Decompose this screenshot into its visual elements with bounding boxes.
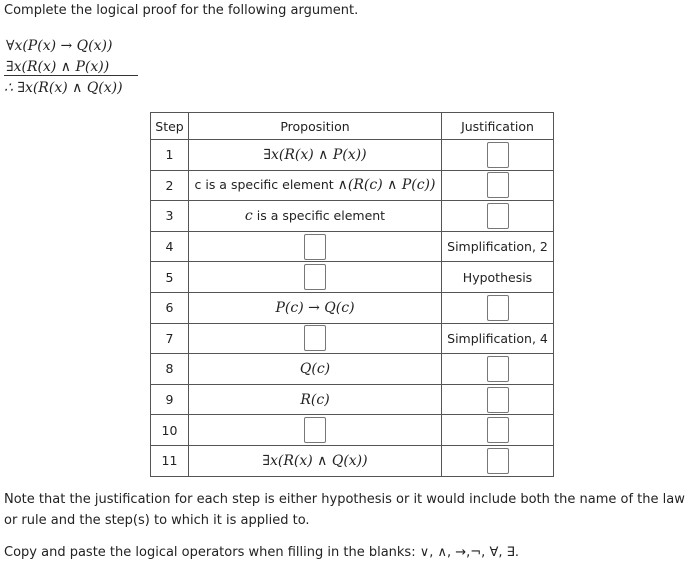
table-row	[151, 323, 554, 354]
table-row	[151, 201, 554, 232]
proposition-cell	[189, 201, 442, 232]
proposition-cell	[189, 231, 442, 262]
justification-blank[interactable]	[487, 295, 509, 321]
step-number: 4	[151, 231, 189, 262]
justification-cell	[442, 415, 554, 446]
instructions-text: Complete the logical proof for the following argument.	[4, 3, 359, 18]
table-row	[151, 231, 554, 262]
table-row	[151, 292, 554, 323]
proposition-math: ∧(R(c) ∧ P(c))	[337, 177, 436, 194]
proposition-text: is a specific element	[252, 207, 386, 223]
conclusion: ∴ ∃x(R(x) ∧ Q(x))	[4, 80, 123, 96]
justification-cell	[442, 354, 554, 385]
proposition-text: Q(c)	[299, 360, 331, 377]
proof-table	[150, 112, 554, 477]
justification-cell	[442, 445, 554, 476]
justification-header: Justification	[442, 113, 554, 140]
justification-cell	[442, 201, 554, 232]
premises	[6, 36, 112, 78]
proposition-blank[interactable]	[304, 264, 326, 290]
justification-cell: Simplification, 2	[442, 231, 554, 262]
step-number: 3	[151, 201, 189, 232]
justification-note: Note that the justification for each step is either hypothesis or it would include both the name of the law or rule and the step(s) to which it is applied to.	[4, 492, 685, 528]
step-number: 11	[151, 445, 189, 476]
step-number: 7	[151, 323, 189, 354]
step-number: 9	[151, 384, 189, 415]
proposition-cell	[189, 354, 442, 385]
proposition-cell	[189, 170, 442, 201]
justification-blank[interactable]	[487, 142, 509, 168]
operators-hint: Copy and paste the logical operators when filling in the blanks: ∨, ∧, →,¬, ∀, ∃.	[4, 545, 519, 560]
proposition-blank[interactable]	[304, 234, 326, 260]
table-row	[151, 354, 554, 385]
step-number: 1	[151, 140, 189, 171]
proposition-blank[interactable]	[304, 417, 326, 443]
step-number: 2	[151, 170, 189, 201]
argument-divider	[4, 75, 138, 76]
justification-cell: Simplification, 4	[442, 323, 554, 354]
table-row	[151, 445, 554, 476]
justification-blank[interactable]	[487, 172, 509, 198]
proposition-cell	[189, 415, 442, 446]
justification-blank[interactable]	[487, 387, 509, 413]
proposition-cell	[189, 262, 442, 293]
proposition-text: ∃x(R(x) ∧ Q(x))	[262, 452, 368, 469]
justification-cell: Hypothesis	[442, 262, 554, 293]
justification-cell	[442, 292, 554, 323]
table-row	[151, 384, 554, 415]
proposition-blank[interactable]	[304, 325, 326, 351]
proposition-header: Proposition	[189, 113, 442, 140]
proposition-text: c is a specific element	[194, 177, 338, 193]
step-header: Step	[151, 113, 189, 140]
table-row	[151, 170, 554, 201]
justification-blank[interactable]	[487, 417, 509, 443]
justification-cell	[442, 140, 554, 171]
proposition-cell	[189, 445, 442, 476]
proposition-text: R(c)	[300, 391, 330, 408]
justification-cell	[442, 170, 554, 201]
premise-1: ∀x(P(x) → Q(x))	[6, 38, 113, 54]
table-row	[151, 140, 554, 171]
proposition-text: P(c) → Q(c)	[275, 299, 355, 316]
table-header-row	[151, 113, 554, 140]
justification-blank[interactable]	[487, 448, 509, 474]
proposition-cell	[189, 384, 442, 415]
table-row	[151, 415, 554, 446]
proposition-cell	[189, 323, 442, 354]
proposition-cell	[189, 140, 442, 171]
step-number: 8	[151, 354, 189, 385]
proposition-cell	[189, 292, 442, 323]
step-number: 6	[151, 292, 189, 323]
table-row	[151, 262, 554, 293]
justification-blank[interactable]	[487, 356, 509, 382]
justification-cell	[442, 384, 554, 415]
proposition-text: ∃x(R(x) ∧ P(x))	[263, 146, 367, 163]
step-number: 10	[151, 415, 189, 446]
premise-2: ∃x(R(x) ∧ P(x))	[6, 59, 110, 75]
proposition-math: c	[244, 207, 253, 224]
step-number: 5	[151, 262, 189, 293]
justification-blank[interactable]	[487, 203, 509, 229]
